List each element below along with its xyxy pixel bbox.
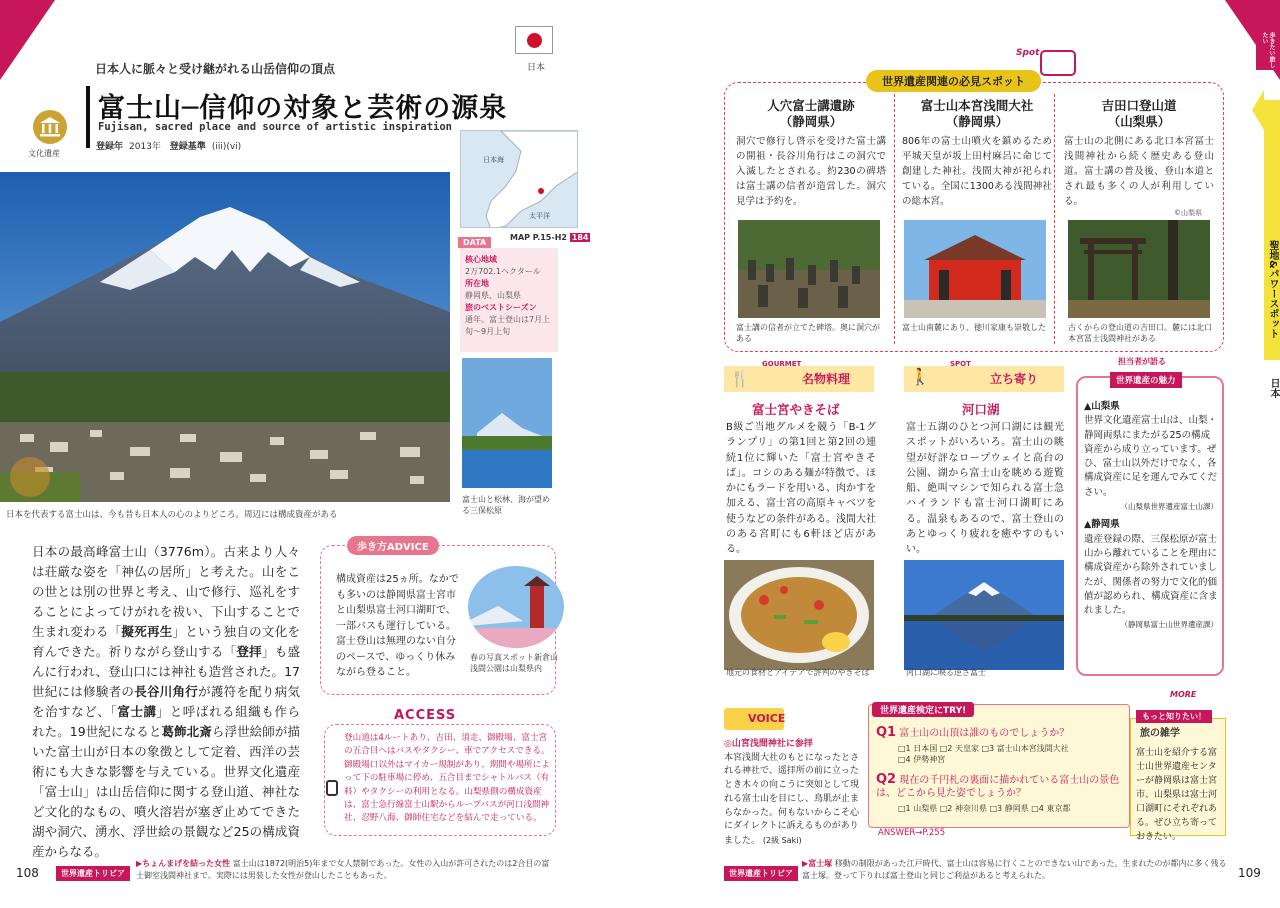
side-tab-top-text: 歩きたい旅したい [1261,32,1275,68]
location-map [460,130,578,228]
trivia-tag: 世界遺産トリビア [56,866,130,881]
yoshida-trail-photo [1068,220,1210,318]
pref-heading: ▲山梨県 [1084,401,1120,412]
divider [1054,94,1055,344]
option[interactable]: □2 神奈川県 [939,804,987,813]
miryoku-tag: 世界遺産の魅力 [1110,372,1182,388]
walking-icon: 🚶 [910,367,930,386]
gourmet-title: 富士宮やきそば [752,402,840,417]
page-number: 108 [16,866,39,880]
page-number: 109 [1238,866,1261,880]
map-reference [510,233,590,242]
spot-caption: 古くからの登山道の吉田口。麓には北口本宮冨士浅間神社がある [1068,323,1212,343]
body-bold: 富士講 [117,704,157,719]
voice-label: VOICE [748,712,786,725]
side-tab-arrow [1252,90,1264,130]
access-tag: ACCESS [394,708,457,723]
data-box [460,248,558,352]
kentei-content [876,726,1126,814]
motto-title: 旅の雑学 [1140,728,1180,739]
more-label: MORE [1170,690,1197,699]
reg-year: 2013年 [129,142,161,152]
page-subtitle: Fujisan, sacred place and source of artistic inspiration [98,121,453,133]
motto-tag: もっと知りたい！ [1136,710,1212,723]
spot-column [1064,98,1214,209]
data-value: 2万702.1ヘクタール [465,267,541,276]
registration-info [96,139,247,152]
spot-caption: 河口湖に映る逆さ富士 [906,668,986,677]
option[interactable]: □4 東京都 [1031,804,1071,813]
trivia-tag: 世界遺産トリビア [724,866,798,881]
option[interactable]: □4 伊勢神宮 [898,755,946,764]
question-text: 富士山の山頂は誰のものでしょうか？ [899,728,1070,739]
body-bold: 登拝 [236,644,262,659]
reg-year-label: 登録年 [96,142,124,152]
right-page [640,0,1280,908]
miryoku-paragraph: 世界文化遺産富士山は、山梨・静岡両県にまたがる25の構成資産から成り立っています。ぜひ、富士山以外だけでなく、各構成資産に足を運んでみてください。 [1084,415,1218,498]
spot-title: 吉田口登山道 （山梨県） [1101,98,1177,129]
option[interactable]: □1 日本国 [898,744,938,753]
trivia-text [802,858,1232,882]
gourmet-head: 名物料理 [802,372,851,386]
body-span: ら浮世絵師が描いた富士山が日本の象徴として定着、西洋の芸術にも大きな影響を与えている。世界文化遺産「富士山」は山岳信仰に関する登山道、神社など文化的なもの、噴火溶岩が塞ぎ止めてできた湖や洞穴、湧水、浮世絵の景観など25の構成資産からなる。 [32,724,300,859]
yakisoba-photo [724,560,874,670]
body-text [32,542,300,862]
answer-link[interactable]: ANSWER→P.255 [878,828,946,838]
pagoda-photo [468,566,564,648]
spot-column [736,98,886,209]
map-sea-label: 日本海 [483,156,504,164]
spot-label: SPOT [950,360,971,368]
gourmet-label: GOURMET [762,360,802,368]
data-tag: DATA [458,237,491,248]
access-text: 登山道は4ルートあり、吉田、須走、御殿場、富士宮の五合目へはバスやタクシー、車でアクセスできる。御殿場口以外はマイカー規制があり、期間や場所によって下の駐車場に停め、五合目までシャトルバス（有料）やタクシーの利用となる。山梨県側の構成資産は、富士急行線富士山駅からループバスが河口浅間神社、忍野八海、御師住宅などを結んで走っている。 [344,733,550,824]
question-options [898,743,1126,765]
tagline: 日本人に脈々と受け継がれる山岳信仰の頂点 [95,62,336,76]
spot-text: 806年の富士山噴火を鎮めるため平城天皇が坂上田村麻呂に命じて創建した神社。浅間大神が祀られている。全国に1300ある浅間神社の総本宮。 [902,136,1052,207]
voice-text [724,738,864,849]
heritage-type: 文化遺産 [28,149,60,158]
japan-flag-icon [515,26,553,54]
body-span: 」も盛んに行われ、登山口には神社も造営された。17世紀には修験者の [32,644,300,699]
photo-credit: ©山梨県 [1174,209,1202,217]
miryoku-source: （静岡県富士山世界遺産課） [1120,620,1218,630]
motto-text: 富士山を紹介する富士山世界遺産センターが静岡県は富士宮市、山梨県は富士河口湖町にそれぞれある。ぜひ立ち寄っておきたい。 [1136,748,1218,842]
kentei-tag: 世界遺産検定にTRY! [872,702,974,717]
miryoku-paragraph: 遺産登録の際、三保松原が富士山から離れていることを理由に構成資産から除外されていましたが、関係者の努力で文化的価値が認められ、構成資産に含まれました。 [1084,533,1218,617]
title-bar [86,86,90,148]
body-span: 」と呼ばれる組織も作られた。19世紀になると [32,704,300,739]
trivia-body: 富士山は1872(明治5)年まで女人禁制であった。女性の入山が許可されたのは2合目の富士御室浅間神社まで。実際には男装した女性が登山したこともあった。 [136,859,550,880]
trivia-head: ▶ちょんまげを結った女性 [136,859,231,868]
question-2: Q2 現在の千円札の裏面に描かれている富士山の景色は、どこから見た姿でしょうか？ [876,772,1120,799]
kawaguchiko-photo [904,560,1064,670]
pref-heading: ▲静岡県 [1084,519,1120,531]
sengen-taisha-photo [904,220,1046,318]
option[interactable]: □2 天皇家 [939,744,979,753]
trivia-body: 移動の制限があった江戸時代、富士山は容易に行くことのできない山であった。生まれたのが都内に多く残る富士塚。登って下りれば富士登山と同じご利益があると考えられた。 [802,859,1227,880]
spot-title: 河口湖 [962,402,1000,417]
data-key: 核心地域 [465,255,497,264]
body-bold: 長谷川角行 [134,684,199,699]
spot-icon-label: Spot [1016,48,1040,58]
voice-head: ◎山宮浅間神社に参拝 [724,739,813,749]
country-label: 日本 [527,63,546,73]
voice-author: (2級 Saki) [762,835,802,845]
fork-knife-icon: 🍴 [730,369,750,388]
corner-decoration [0,0,55,80]
question-text: 現在の千円札の裏面に描かれている富士山の景色は、どこから見た姿でしょうか？ [876,775,1120,799]
trivia-text [136,858,556,882]
miho-photo [462,358,552,488]
body-span: が護符を配り病気を治すなど、「 [32,684,300,719]
body-span: 」という独自の文化を育んできた。祈りながら登山する「 [32,624,300,659]
voice-body: 本宮浅間大社のもとになったとされる神社で、遥拝所の前に立ったとき木々の向こうに突如として現れる富士山を目にし、鳥肌が止まらなかった。何もないからこそ心にダイレクトに訴えるものがありました。 [724,752,860,846]
question-options [898,803,1126,814]
option[interactable]: □3 静岡県 [989,804,1029,813]
spot-head: 立ち寄り [990,372,1039,386]
body-span: 日本の最高峰富士山（3776m）。古来より人々は荘厳な姿を「神仏の居所」と考えた。山をこの世とは別の世界と考え、山で修行、巡礼をすることによってけがれを祓い、下山することで生まれ変わる「 [32,544,300,639]
spot-caption: 富士山南麓にあり、徳川家康も崇敬した [902,323,1046,332]
bus-icon [326,780,338,796]
advice-photo-caption: 春の写真スポット新倉山浅間公園は山梨県内 [470,653,558,673]
reg-criteria: (iii)(vi) [211,142,242,152]
spot-column [902,98,1052,209]
side-tab-country[interactable]: 日本 [1268,378,1279,398]
spot-text: 富士山の北側にある北口本宮冨士浅間神社から続く歴史ある登山道。富士講の普及後、登山本道とされ最も多くの人が利用している。 [1064,136,1214,207]
trivia-head: ▶富士塚 [802,859,833,868]
option[interactable]: □3 富士山本宮浅間大社 [981,744,1069,753]
spot-text: 洞穴で修行し啓示を受けた富士講の開祖・長谷川角行はこの洞穴で入滅したとされる。約230の碑塔は富士講の信者が造営した。洞穴見学は予約を。 [736,136,886,207]
data-value: 静岡県、山梨県 [465,291,521,300]
question-1: Q1 富士山の山頂は誰のものでしょうか？ [876,725,1070,740]
gourmet-text: B級ご当地グルメを競う「B-1グランプリ」の第1回と第2回の連続1位に輝いた「富士宮やきそば」。コシのある麺が特徴で、ほかにもラードを用いる、肉かすを加える、富士宮の高原キャベツを使うなどの条件がある。浅間大社のある宮町にも6軒ほど店がある。 [726,422,876,556]
advice-tag: 歩き方ADVICE [347,536,439,555]
spot-title: 富士山本宮浅間大社 （静岡県） [920,98,1034,129]
data-key: 旅のベストシーズン [465,303,537,312]
page-title: 富士山─信仰の対象と芸術の源泉 [98,93,508,124]
spot-banner: 世界遺産関連の必見スポット [866,70,1041,92]
data-value: 通年。富士登山は7月上旬～9月上旬 [465,315,551,336]
map-sea-label: 太平洋 [529,212,550,220]
spot-text: 富士五湖のひとつ河口湖には観光スポットがいろいろ。富士山の眺望が好評なロープウェイと高台の公園、湖から富士山を眺める遊覧船、絶叫マシンで知られる富士急ハイランドも富士河口湖町にある。温泉もあるので、富士登山のあとゆっくり疲れを癒やすのもいい。 [906,422,1064,556]
camera-icon [1040,50,1076,76]
hitoana-photo [738,220,880,318]
map-ref: MAP P.15-H2 [510,233,567,242]
spot-caption: 富士講の信者が立てた碑塔。奥に洞穴がある [736,323,880,343]
cultural-heritage-icon [33,110,67,144]
reg-criteria-label: 登録基準 [169,142,206,152]
main-photo-caption: 日本を代表する富士山は、今も昔も日本人の心のよりどころ。周辺には構成資産がある [6,510,338,520]
option[interactable]: □1 山梨県 [898,804,938,813]
advice-text: 構成資産は25ヵ所。なかでも多いのは静岡県富士宮市と山梨県富士河口湖町で、一部バスも運行している。富士登山は無理のない自分のペースで、ゆっくり休みながら登ること。 [336,574,459,678]
gourmet-caption: 地元の食材とアイデアで評判のやきそば [726,668,870,677]
miryoku-top: 担当者が語る [1118,357,1166,366]
miryoku-source: （山梨県世界遺産富士山課） [1120,502,1218,512]
map-badge: 184 [571,233,589,242]
divider [894,94,895,344]
spot-title: 人穴富士講遺跡 （静岡県） [767,98,855,129]
fuji-main-photo [0,172,450,502]
miryoku-text [1084,400,1218,633]
small-photo-caption: 富士山と松林、海が望める三保松原 [462,495,550,515]
body-bold: 葛飾北斎 [161,724,212,739]
body-bold: 擬死再生 [121,624,173,639]
data-key: 所在地 [465,279,489,288]
side-tab-main[interactable]: 聖地&パワースポット [1267,240,1278,339]
